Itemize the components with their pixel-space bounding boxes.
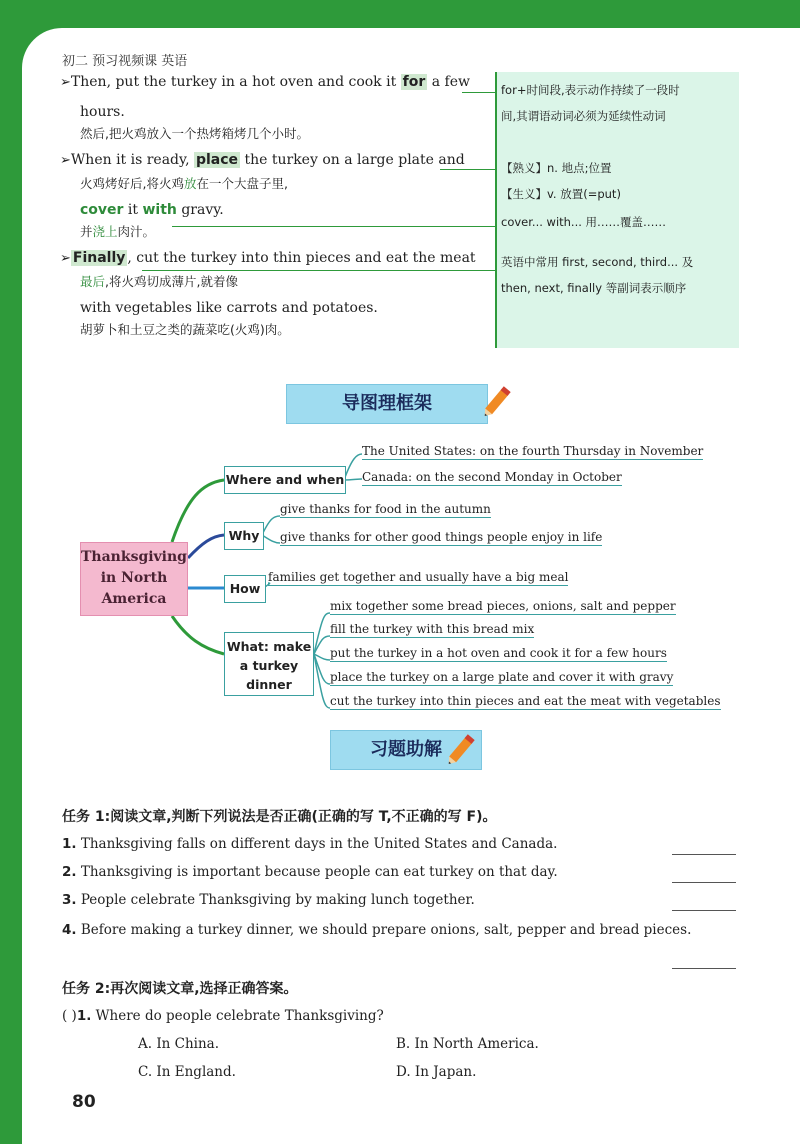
answer-blank-1[interactable] [672,854,736,855]
task2-title: 任务 2:再次阅读文章,选择正确答案。 [62,981,298,997]
note-cover: cover... with... 用……覆盖…… [501,215,667,229]
note-place-1: 【熟义】n. 地点;位置 [501,161,612,175]
center-line-3: America [101,591,167,607]
task1-q4: 4. Before making a turkey dinner, we should prepare onions, salt, pepper and bread pieces. [62,922,692,938]
sentence-2-cont-zh: 并浇上肉汁。 [80,224,156,239]
leaf-why-1: give thanks for food in the autumn [280,502,491,516]
answer-blank-3[interactable] [672,910,736,911]
leaf-what-2: fill the turkey with this bread mix [330,622,535,636]
answer-blank-4[interactable] [672,968,736,969]
option-c[interactable]: C. In England. [138,1064,236,1080]
mindmap-center [80,542,188,616]
page-number: 80 [72,1092,96,1112]
leaf-what-3: put the turkey in a hot oven and cook it for a few hours [330,646,667,660]
center-line-1: Thanksgiving [81,549,187,565]
leaf-what-1: mix together some bread pieces, onions, salt and pepper [330,599,676,613]
task1-q2: 2. Thanksgiving is important because people can eat turkey on that day. [62,864,558,880]
sentence-3-cont: with vegetables like carrots and potatoes. [80,300,378,316]
sentence-1-zh: 然后,把火鸡放入一个热烤箱烤几个小时。 [80,126,309,141]
sentence-3-cont-zh: 胡萝卜和土豆之类的蔬菜吃(火鸡)肉。 [80,322,290,337]
note-place-2: 【生义】v. 放置(=put) [501,187,621,201]
option-d[interactable]: D. In Japan. [396,1064,477,1080]
leaf-what-4: place the turkey on a large plate and cover it with gravy [330,670,674,684]
leaf-why-2: give thanks for other good things people enjoy in life [280,530,603,544]
sentence-2-cont: cover it with gravy. [80,202,224,218]
sentence-2-zh: 火鸡烤好后,将火鸡放在一个大盘子里, [80,176,288,191]
page [22,28,800,1144]
what-line-1: What: make [226,639,312,654]
category-what [224,632,314,696]
sentence-1-cont: hours. [80,104,125,120]
leaf-how-1: families get together and usually have a big meal [268,570,569,584]
banner-exercises: 习题助解 [330,730,482,770]
page-header: 初二 预习视频课 英语 [62,54,188,69]
leaf-us: The United States: on the fourth Thursday in November [362,444,704,458]
task1-q3: 3. People celebrate Thanksgiving by making lunch together. [62,892,475,908]
sentence-3: ➢ Finally , cut the turkey into thin pieces and eat the meat [60,250,476,266]
banner-mindmap: 导图理框架 [286,384,488,424]
answer-blank-2[interactable] [672,882,736,883]
sentence-1: ➢Then, put the turkey in a hot oven and cook it for a few [60,74,470,90]
what-line-2: a turkey [239,658,299,673]
category-where-when: Where and when [224,466,346,494]
task1-title: 任务 1:阅读文章,判断下列说法是否正确(正确的写 T,不正确的写 F)。 [62,809,497,825]
option-a[interactable]: A. In China. [138,1036,220,1052]
note-for-1: for+时间段,表示动作持续了一段时 [501,83,680,97]
note-for-2: 间,其谓语动词必须为延续性动词 [501,109,666,123]
sentence-3-zh: 最后,将火鸡切成薄片,就着像 [80,274,238,289]
note-finally-2: then, next, finally 等副词表示顺序 [501,281,687,295]
task2-q1: ( )1. Where do people celebrate Thanksgiving? [62,1008,384,1024]
mindmap-connectors [22,28,800,748]
answer-paren[interactable]: ( ) [62,1008,77,1024]
task1-q1: 1. Thanksgiving falls on different days in the United States and Canada. [62,836,558,852]
leaf-canada: Canada: on the second Monday in October [362,470,622,484]
category-why: Why [224,522,264,550]
category-how: How [224,575,266,603]
pencil-icon [442,726,482,772]
sentence-2: ➢When it is ready, place the turkey on a large plate and [60,152,465,168]
what-line-3: dinner [246,677,292,692]
center-line-2: in North [100,570,168,586]
note-finally-1: 英语中常用 first, second, third... 及 [501,255,694,269]
option-b[interactable]: B. In North America. [396,1036,539,1052]
leaf-what-5: cut the turkey into thin pieces and eat the meat with vegetables [330,694,721,708]
